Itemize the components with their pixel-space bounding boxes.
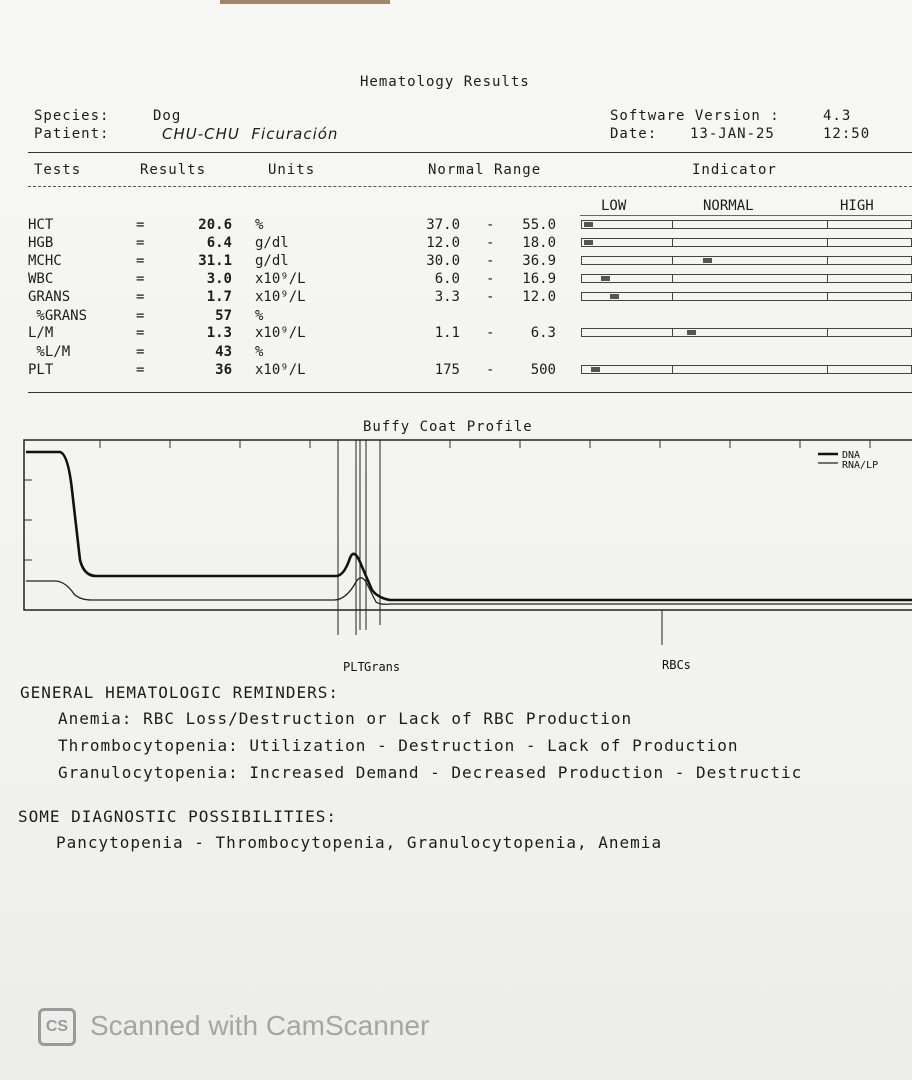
indicator-normal-label: NORMAL <box>703 198 754 214</box>
software-value: 4.3 <box>823 108 852 124</box>
unit-label: x10⁹/L <box>255 289 306 305</box>
col-units: Units <box>268 162 316 178</box>
unit-label: % <box>255 344 264 360</box>
scan-edge <box>220 0 390 4</box>
reminders-heading: GENERAL HEMATOLOGIC REMINDERS: <box>20 683 339 702</box>
indicator-tick <box>827 220 828 229</box>
time-value: 12:50 <box>823 126 871 142</box>
legend-dna: DNA <box>842 450 861 461</box>
patient-value: CHU-CHU Ficuración <box>162 125 339 143</box>
unit-label: % <box>255 217 264 233</box>
equals-sign: = <box>136 344 145 360</box>
test-name: GRANS <box>28 289 71 305</box>
equals-sign: = <box>136 289 145 305</box>
indicator-tick <box>672 365 673 374</box>
equals-sign: = <box>136 308 145 324</box>
indicator-tick <box>827 238 828 247</box>
indicator-tick <box>827 328 828 337</box>
software-label: Software Version : <box>610 108 780 124</box>
range-low: 3.3 <box>434 289 460 305</box>
indicator-high-label: HIGH <box>840 198 874 214</box>
range-dash: - <box>486 325 495 341</box>
range-high: 16.9 <box>522 271 556 287</box>
range-dash: - <box>486 362 495 378</box>
unit-label: % <box>255 308 264 324</box>
diagnostic-line: Pancytopenia - Thrombocytopenia, Granulocytopenia, Anemia <box>56 833 663 852</box>
equals-sign: = <box>136 271 145 287</box>
equals-sign: = <box>136 235 145 251</box>
test-name: %GRANS <box>28 308 88 324</box>
result-value: 1.7 <box>206 289 232 305</box>
species-label: Species: <box>34 108 110 124</box>
indicator-tick <box>827 292 828 301</box>
unit-label: x10⁹/L <box>255 325 306 341</box>
range-low: 6.0 <box>434 271 460 287</box>
table-bottom-divider <box>28 392 912 393</box>
range-high: 12.0 <box>522 289 556 305</box>
indicator-marker <box>610 294 619 299</box>
report-title: Hematology Results <box>360 74 530 90</box>
indicator-marker <box>703 258 712 263</box>
range-high: 18.0 <box>522 235 556 251</box>
indicator-bar <box>581 256 912 265</box>
range-dash: - <box>486 253 495 269</box>
patient-label: Patient: <box>34 126 110 142</box>
indicator-tick <box>672 274 673 283</box>
plot-ticks <box>24 440 870 560</box>
dna-curve <box>26 452 912 600</box>
indicator-marker <box>601 276 610 281</box>
indicator-marker <box>591 367 600 372</box>
range-dash: - <box>486 289 495 305</box>
col-tests: Tests <box>34 162 82 178</box>
result-value: 43 <box>215 344 232 360</box>
col-indicator: Indicator <box>692 162 777 178</box>
reminder-thrombocytopenia: Thrombocytopenia: Utilization - Destruction - Lack of Production <box>58 736 739 755</box>
test-name: HCT <box>28 217 54 233</box>
buffy-coat-plot <box>0 430 912 680</box>
camscanner-watermark: Scanned with CamScanner <box>90 1010 430 1041</box>
indicator-tick <box>672 220 673 229</box>
marker-grans-label: Grans <box>364 660 401 674</box>
date-label: Date: <box>610 126 658 142</box>
result-value: 1.3 <box>206 325 232 341</box>
indicator-marker <box>584 240 593 245</box>
result-value: 31.1 <box>198 253 232 269</box>
indicator-bar <box>581 292 912 301</box>
legend-rna: RNA/LP <box>842 460 879 471</box>
range-high: 36.9 <box>522 253 556 269</box>
indicator-tick <box>672 256 673 265</box>
indicator-tick <box>672 292 673 301</box>
indicator-tick <box>827 365 828 374</box>
result-value: 6.4 <box>206 235 232 251</box>
range-high: 55.0 <box>522 217 556 233</box>
indicator-tick <box>827 256 828 265</box>
marker-lines <box>338 440 662 645</box>
range-low: 37.0 <box>426 217 460 233</box>
range-dash: - <box>486 217 495 233</box>
diagnostic-heading: SOME DIAGNOSTIC POSSIBILITIES: <box>18 807 337 826</box>
indicator-marker <box>584 222 593 227</box>
equals-sign: = <box>136 362 145 378</box>
indicator-scale-line <box>580 215 912 216</box>
columns-divider <box>28 186 912 187</box>
test-name: WBC <box>28 271 54 287</box>
range-low: 12.0 <box>426 235 460 251</box>
range-high: 6.3 <box>530 325 556 341</box>
result-value: 3.0 <box>206 271 232 287</box>
unit-label: x10⁹/L <box>255 271 306 287</box>
indicator-tick <box>827 274 828 283</box>
unit-label: g/dl <box>255 253 289 269</box>
test-name: HGB <box>28 235 54 251</box>
indicator-low-label: LOW <box>601 198 627 214</box>
indicator-bar <box>581 220 912 229</box>
range-low: 1.1 <box>434 325 460 341</box>
range-dash: - <box>486 271 495 287</box>
test-name: %L/M <box>28 344 71 360</box>
range-low: 30.0 <box>426 253 460 269</box>
result-value: 57 <box>215 308 232 324</box>
header-divider <box>28 152 912 153</box>
test-name: MCHC <box>28 253 62 269</box>
test-name: PLT <box>28 362 54 378</box>
test-name: L/M <box>28 325 54 341</box>
reminder-anemia: Anemia: RBC Loss/Destruction or Lack of RBC Production <box>58 709 633 728</box>
equals-sign: = <box>136 217 145 233</box>
equals-sign: = <box>136 253 145 269</box>
reminder-granulocytopenia: Granulocytopenia: Increased Demand - Decreased Production - Destructic <box>58 764 803 782</box>
result-value: 36 <box>215 362 232 378</box>
result-value: 20.6 <box>198 217 232 233</box>
plot-frame <box>24 440 912 610</box>
col-results: Results <box>140 162 207 178</box>
indicator-tick <box>672 238 673 247</box>
range-high: 500 <box>530 362 556 378</box>
unit-label: x10⁹/L <box>255 362 306 378</box>
marker-plt-label: PLT <box>343 660 365 674</box>
indicator-bar <box>581 238 912 247</box>
marker-rbcs-label: RBCs <box>662 658 691 672</box>
indicator-bar <box>581 365 912 374</box>
range-low: 175 <box>434 362 460 378</box>
camscanner-logo: CS <box>38 1008 76 1046</box>
unit-label: g/dl <box>255 235 289 251</box>
date-value: 13-JAN-25 <box>690 126 775 142</box>
equals-sign: = <box>136 325 145 341</box>
indicator-bar <box>581 328 912 337</box>
buffy-title: Buffy Coat Profile <box>363 419 533 435</box>
species-value: Dog <box>153 108 182 124</box>
indicator-bar <box>581 274 912 283</box>
range-dash: - <box>486 235 495 251</box>
indicator-tick <box>672 328 673 337</box>
col-range: Normal Range <box>428 162 542 178</box>
indicator-marker <box>687 330 696 335</box>
